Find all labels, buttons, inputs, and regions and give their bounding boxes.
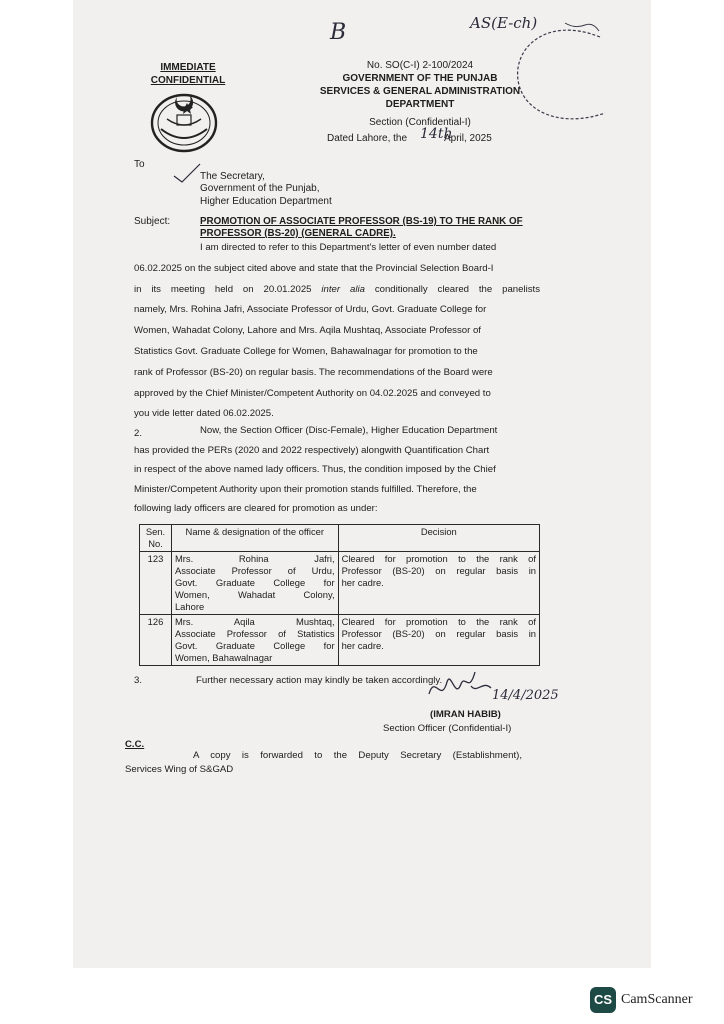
marking-immediate: IMMEDIATE [160,62,216,73]
recipient-line-1: The Secretary, [200,171,265,182]
subject-line-2: PROFESSOR (BS-20) (GENERAL CADRE). [200,228,396,239]
handwritten-note: AS(E-ch) [470,14,538,32]
decision-table [139,524,540,666]
para1-line: 06.02.2025 on the subject cited above and state that the Provincial Selection Board-I [134,262,494,274]
para1-line: Women, Wahadat Colony, Lahore and Mrs. Aqila Mushtaq, Associate Professor of [134,325,481,337]
table-row [140,552,540,615]
para2-line: Minister/Competent Authority upon their promotion stands fulfilled. Therefore, the [134,483,477,495]
para2-line: following lady officers are cleared for promotion as under: [134,503,378,514]
para2-line: has provided the PERs (2020 and 2022 respectively) alongwith Quantification Chart [134,444,490,456]
para2-number: 2. [134,428,143,439]
header-name: Name & designation of the officer [171,525,338,552]
handwritten-mark: B [330,20,347,45]
para1-line: approved by the Chief Minister/Competent Authority on 04.02.2025 and conveyed to [134,387,491,399]
signatory-name: (IMRAN HABIB) [430,709,501,720]
header-sen-no: Sen. No. [140,525,172,552]
dated-prefix: Dated Lahore, the [327,133,408,144]
cc-text: A copy is forwarded to the Deputy Secretary (Establishment), Services Wing of S&GAD [125,750,522,775]
to-label: To [134,159,145,170]
para1-line: in its meeting held on 20.01.2025 inter alia conditionally cleared the panelists [134,283,540,295]
table-header-row [140,525,540,552]
signature-date: 14/4/2025 [492,688,559,703]
cc-label: C.C. [125,739,145,750]
row-decision: Cleared for promotion to the rank of Professor (BS-20) on regular basis in her cadre. [338,552,539,615]
dated-day: 14th [420,126,453,142]
row-sen: 123 [140,552,172,615]
section-name: Section (Confidential-I) [369,117,471,128]
subject-line-1: PROMOTION OF ASSOCIATE PROFESSOR (BS-19) TO THE RANK OF [200,216,523,227]
government-name: GOVERNMENT OF THE PUNJAB [342,73,498,84]
paragraph-2 [134,421,540,519]
marking-confidential: CONFIDENTIAL [150,75,226,86]
dated-suffix: April, 2025 [444,133,492,144]
department-line-2: DEPARTMENT [385,99,455,110]
recipient-line-3: Higher Education Department [200,196,332,207]
letter-number: No. SO(C-I) 2-100/2024 [366,60,474,71]
header-decision: Decision [338,525,539,552]
signature-scribble [425,664,495,710]
subject-label: Subject: [134,216,171,227]
row-officer: Mrs. Rohina Jafri, Associate Professor of Urdu, Govt. Graduate College for Women, Wahadat Colony, Lahore [171,552,338,615]
receipt-stamp [505,15,615,130]
row-decision: Cleared for promotion to the rank of Professor (BS-20) on regular basis in her cadre. [338,615,539,666]
hand-tick [172,162,202,184]
department-line-1: SERVICES & GENERAL ADMINISTRATION [319,86,521,97]
para2-line: Now, the Section Officer (Disc-Female), Higher Education Department [200,425,498,436]
para1-line: rank of Professor (BS-20) on regular basis. The recommendations of the Board were [134,366,493,378]
camscanner-text: CamScanner [621,992,693,1007]
signatory-title: Section Officer (Confidential-I) [383,723,512,734]
para1-line: Statistics Govt. Graduate College for Women, Bahawalnagar for promotion to the [134,345,478,357]
table-row [140,615,540,666]
para3-number: 3. [134,675,143,686]
para1-line: I am directed to refer to this Department's letter of even number dated [200,242,497,253]
recipient-line-2: Government of the Punjab, [200,183,320,194]
camscanner-logo: CS [590,987,616,1013]
paragraph-1 [134,238,540,425]
row-officer: Mrs. Aqila Mushtaq, Associate Professor of Statistics Govt. Graduate College for Women, Bahawalnagar [171,615,338,666]
para2-line: in respect of the above named lady officers. Thus, the condition imposed by the Chief [134,464,496,475]
para3-text: Further necessary action may kindly be taken accordingly. [196,675,443,686]
para1-line: namely, Mrs. Rohina Jafri, Associate Professor of Urdu, Govt. Graduate College for [134,304,487,316]
government-emblem-icon [147,89,221,155]
row-sen: 126 [140,615,172,666]
para1-line: you vide letter dated 06.02.2025. [134,408,274,420]
